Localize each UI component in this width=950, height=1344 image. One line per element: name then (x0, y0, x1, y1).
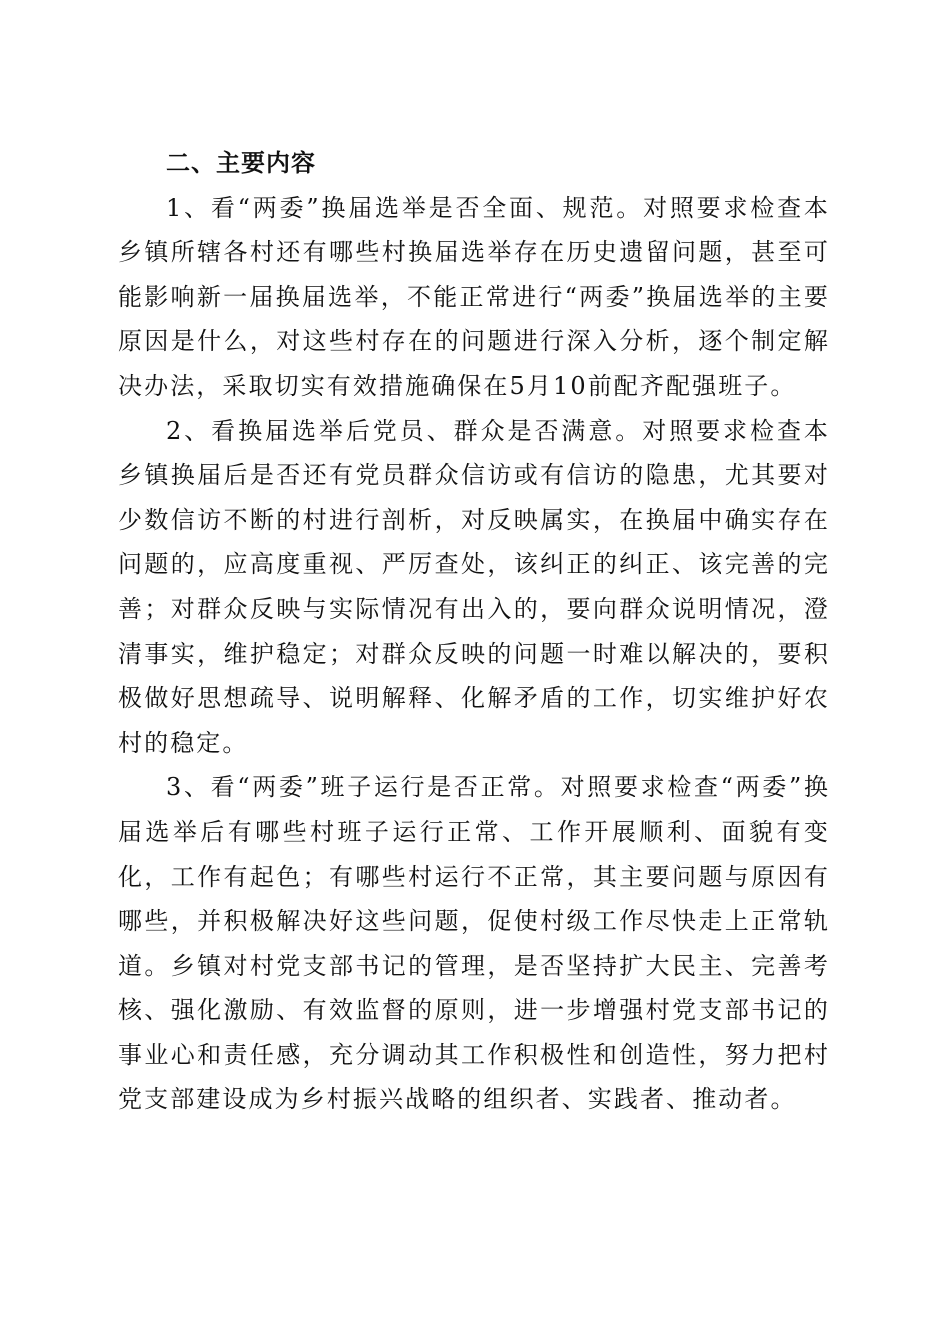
section-heading: 二、主要内容 (166, 149, 316, 177)
paragraph-2: 2、看换届选举后党员、群众是否满意。对照要求检查本乡镇换届后是否还有党员群众信访或有信访的隐患，尤其要对少数信访不断的村进行剖析，对反映属实，在换届中确实存在问题的，应高度重视、严厉查处，该纠正的纠正、该完善的完善；对群众反映与实际情况有出入的，要向群众说明情况，澄清事实，维护稳定；对群众反映的问题一时难以解决的，要积极做好思想疏导、说明解释、化解矛盾的工作，切实维护好农村的稳定。 (118, 416, 830, 757)
paragraph-3: 3、看“两委”班子运行是否正常。对照要求检查“两委”换届选举后有哪些村班子运行正常、工作开展顺利、面貌有变化，工作有起色；有哪些村运行不正常，其主要问题与原因有哪些，并积极解决好这些问题，促使村级工作尽快走上正常轨道。乡镇对村党支部书记的管理，是否坚持扩大民主、完善考核、强化激励、有效监督的原则，进一步增强村党支部书记的事业心和责任感，充分调动其工作积极性和创造性，努力把村党支部建设成为乡村振兴战略的组织者、实践者、推动者。 (118, 773, 830, 1114)
paragraph-1: 1、看“两委”换届选举是否全面、规范。对照要求检查本乡镇所辖各村还有哪些村换届选举存在历史遗留问题，甚至可能影响新一届换届选举，不能正常进行“两委”换届选举的主要原因是什么，对这些村存在的问题进行深入分析，逐个制定解决办法，采取切实有效措施确保在5月10前配齐配强班子。 (118, 193, 830, 400)
document-body (118, 141, 830, 1122)
